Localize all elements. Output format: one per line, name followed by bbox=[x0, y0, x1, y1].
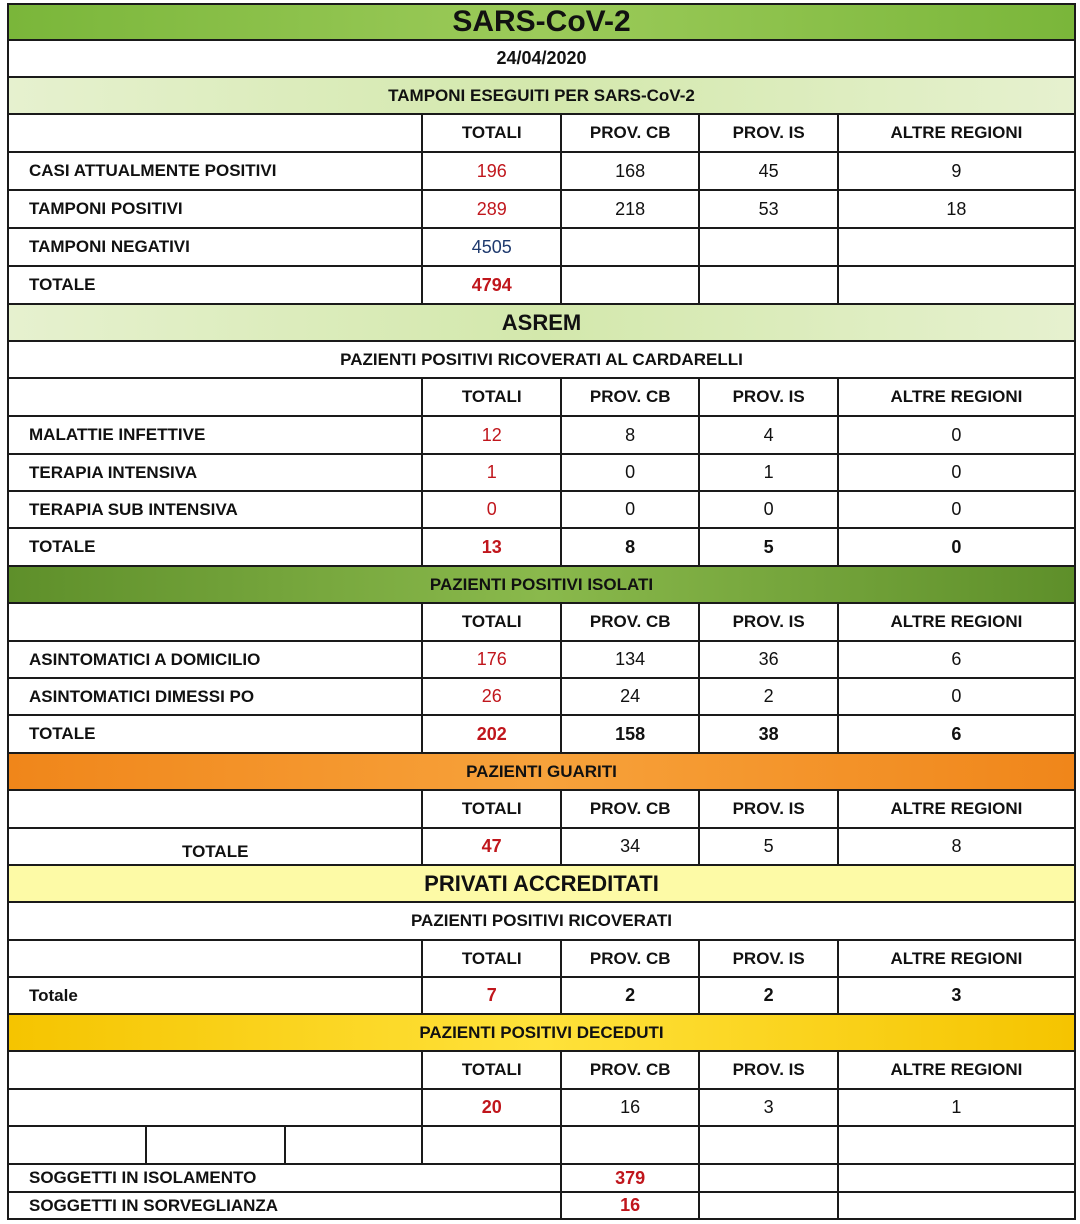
empty-cell bbox=[700, 1165, 838, 1191]
col-header-prov-is: PROV. IS bbox=[700, 941, 838, 976]
value-prov-cb: 24 bbox=[562, 679, 700, 714]
value-soggetti: 16 bbox=[562, 1193, 700, 1218]
col-header-altre-regioni: ALTRE REGIONI bbox=[890, 123, 1023, 142]
row-label: Totale bbox=[9, 978, 423, 1013]
empty-header-cell bbox=[9, 941, 423, 976]
empty-header-cell bbox=[9, 115, 423, 151]
report-date-text: 24/04/2020 bbox=[496, 48, 587, 68]
col-header-altre-regioni: ALTRE REGIONI bbox=[890, 387, 1023, 406]
value-totali: 176 bbox=[423, 642, 561, 677]
empty-cell bbox=[9, 1127, 147, 1163]
empty-header-cell bbox=[9, 791, 423, 827]
col-header-altre-regioni: ALTRE REGIONI bbox=[890, 799, 1023, 818]
value-altre-regioni: 6 bbox=[951, 649, 962, 669]
value-altre-regioni: 9 bbox=[951, 160, 962, 181]
value-totali: 202 bbox=[423, 716, 561, 752]
asrem-column-header-row bbox=[7, 379, 1076, 417]
covid-report-sheet bbox=[7, 3, 1076, 1220]
value-prov-is: 1 bbox=[700, 455, 838, 490]
report-title-text: SARS-CoV-2 bbox=[452, 5, 631, 38]
value-totali: 47 bbox=[423, 829, 561, 864]
col-header-prov-is: PROV. IS bbox=[700, 1052, 838, 1088]
row-label: ASINTOMATICI DIMESSI PO bbox=[9, 679, 423, 714]
row-label: TOTALE bbox=[9, 267, 423, 303]
value-totali: 1 bbox=[423, 455, 561, 490]
col-header-totali: TOTALI bbox=[423, 604, 561, 640]
value-prov-is: 36 bbox=[700, 642, 838, 677]
value-totali: 20 bbox=[423, 1090, 561, 1125]
value-prov-is: 2 bbox=[700, 679, 838, 714]
row-label: TAMPONI NEGATIVI bbox=[9, 229, 423, 265]
col-header-prov-cb: PROV. CB bbox=[562, 115, 700, 151]
col-header-altre-regioni: ALTRE REGIONI bbox=[890, 948, 1023, 968]
col-header-altre-regioni: ALTRE REGIONI bbox=[890, 1060, 1023, 1079]
section-privati-subtitle: PAZIENTI POSITIVI RICOVERATI bbox=[410, 911, 672, 930]
value-prov-cb bbox=[562, 229, 700, 265]
row-label: TOTALE bbox=[9, 716, 423, 752]
row-label: SOGGETTI IN SORVEGLIANZA bbox=[9, 1193, 562, 1218]
col-header-totali: TOTALI bbox=[423, 1052, 561, 1088]
value-totali: 12 bbox=[423, 417, 561, 453]
col-header-totali: TOTALI bbox=[423, 941, 561, 976]
section-deceduti-heading bbox=[7, 1015, 1076, 1052]
value-totali: 4505 bbox=[423, 229, 561, 265]
empty-cell bbox=[839, 1165, 1074, 1191]
table-row bbox=[7, 191, 1076, 229]
empty-cell bbox=[286, 1127, 423, 1163]
row-label: TERAPIA SUB INTENSIVA bbox=[9, 492, 423, 527]
value-altre-regioni bbox=[839, 229, 1074, 265]
empty-cell bbox=[700, 1127, 838, 1163]
table-row-total bbox=[7, 716, 1076, 754]
col-header-prov-cb: PROV. CB bbox=[562, 1052, 700, 1088]
col-header-altre-regioni: ALTRE REGIONI bbox=[890, 612, 1023, 631]
section-deceduti-title: PAZIENTI POSITIVI DECEDUTI bbox=[419, 1022, 664, 1042]
value-prov-is: 4 bbox=[700, 417, 838, 453]
value-totali: 196 bbox=[423, 153, 561, 189]
value-altre-regioni: 6 bbox=[951, 723, 962, 744]
value-totali: 4794 bbox=[423, 267, 561, 303]
value-altre-regioni bbox=[839, 267, 1074, 303]
value-prov-is: 2 bbox=[700, 978, 838, 1013]
report-date bbox=[7, 41, 1076, 78]
value-altre-regioni: 3 bbox=[951, 985, 962, 1005]
col-header-prov-is: PROV. IS bbox=[700, 115, 838, 151]
section-guariti-title: PAZIENTI GUARITI bbox=[466, 761, 617, 781]
section-tamponi-title: TAMPONI ESEGUITI PER SARS-CoV-2 bbox=[388, 85, 695, 105]
col-header-prov-is: PROV. IS bbox=[700, 379, 838, 415]
col-header-prov-cb: PROV. CB bbox=[562, 379, 700, 415]
tamponi-column-header-row bbox=[7, 115, 1076, 153]
row-label: MALATTIE INFETTIVE bbox=[9, 417, 423, 453]
value-altre-regioni: 0 bbox=[951, 462, 962, 482]
table-row bbox=[7, 492, 1076, 529]
section-asrem-subtitle: PAZIENTI POSITIVI RICOVERATI AL CARDARELLI bbox=[340, 349, 743, 369]
value-prov-cb: 8 bbox=[562, 417, 700, 453]
col-header-prov-is: PROV. IS bbox=[700, 604, 838, 640]
guariti-column-header-row bbox=[7, 791, 1076, 829]
section-tamponi-heading bbox=[7, 78, 1076, 115]
value-totali: 0 bbox=[423, 492, 561, 527]
value-prov-cb bbox=[562, 267, 700, 303]
empty-header-cell bbox=[9, 379, 423, 415]
empty-cell bbox=[562, 1127, 700, 1163]
table-row bbox=[7, 229, 1076, 267]
value-prov-cb: 168 bbox=[562, 153, 700, 189]
empty-cell bbox=[147, 1127, 285, 1163]
value-totali: 7 bbox=[423, 978, 561, 1013]
value-altre-regioni: 1 bbox=[951, 1097, 962, 1117]
value-altre-regioni: 0 bbox=[951, 686, 962, 706]
row-label: CASI ATTUALMENTE POSITIVI bbox=[9, 153, 423, 189]
section-isolati-heading bbox=[7, 567, 1076, 604]
value-prov-cb: 16 bbox=[562, 1090, 700, 1125]
value-prov-is: 0 bbox=[700, 492, 838, 527]
table-row-total bbox=[7, 978, 1076, 1015]
value-prov-is bbox=[700, 267, 838, 303]
table-row bbox=[7, 1090, 1076, 1127]
value-altre-regioni: 18 bbox=[946, 198, 967, 219]
value-altre-regioni: 0 bbox=[951, 424, 962, 445]
table-row bbox=[7, 417, 1076, 455]
col-header-prov-cb: PROV. CB bbox=[562, 604, 700, 640]
value-prov-cb: 2 bbox=[562, 978, 700, 1013]
value-totali: 26 bbox=[423, 679, 561, 714]
empty-cell bbox=[423, 1127, 561, 1163]
empty-cell bbox=[839, 1127, 1074, 1163]
soggetti-row bbox=[7, 1165, 1076, 1193]
value-prov-cb: 158 bbox=[562, 716, 700, 752]
value-totali: 289 bbox=[423, 191, 561, 227]
value-prov-cb: 34 bbox=[562, 829, 700, 864]
value-prov-is: 5 bbox=[700, 829, 838, 864]
row-label: TERAPIA INTENSIVA bbox=[9, 455, 423, 490]
value-altre-regioni: 0 bbox=[951, 536, 962, 557]
section-privati-heading bbox=[7, 866, 1076, 903]
isolati-column-header-row bbox=[7, 604, 1076, 642]
empty-header-cell bbox=[9, 604, 423, 640]
table-row bbox=[7, 153, 1076, 191]
empty-header-cell bbox=[9, 1052, 423, 1088]
col-header-totali: TOTALI bbox=[423, 791, 561, 827]
table-row bbox=[7, 642, 1076, 679]
value-prov-is: 3 bbox=[700, 1090, 838, 1125]
soggetti-row bbox=[7, 1193, 1076, 1220]
empty-row bbox=[7, 1127, 1076, 1165]
empty-cell bbox=[839, 1193, 1074, 1218]
col-header-prov-cb: PROV. CB bbox=[562, 941, 700, 976]
report-title bbox=[7, 3, 1076, 41]
section-asrem-title: ASREM bbox=[501, 309, 582, 335]
value-totali: 13 bbox=[423, 529, 561, 565]
col-header-prov-cb: PROV. CB bbox=[562, 791, 700, 827]
row-label: TOTALE bbox=[9, 829, 423, 864]
row-label: TAMPONI POSITIVI bbox=[9, 191, 423, 227]
table-row bbox=[7, 679, 1076, 716]
value-prov-is: 53 bbox=[700, 191, 838, 227]
value-prov-is: 5 bbox=[700, 529, 838, 565]
value-altre-regioni: 8 bbox=[951, 836, 962, 856]
value-prov-cb: 218 bbox=[562, 191, 700, 227]
table-row-total bbox=[7, 829, 1076, 866]
section-asrem-heading bbox=[7, 305, 1076, 342]
table-row-total bbox=[7, 267, 1076, 305]
value-prov-is: 45 bbox=[700, 153, 838, 189]
row-label: ASINTOMATICI A DOMICILIO bbox=[9, 642, 423, 677]
value-prov-cb: 8 bbox=[562, 529, 700, 565]
table-row-total bbox=[7, 529, 1076, 567]
value-altre-regioni: 0 bbox=[951, 499, 962, 519]
value-prov-cb: 134 bbox=[562, 642, 700, 677]
deceduti-column-header-row bbox=[7, 1052, 1076, 1090]
value-prov-is: 38 bbox=[700, 716, 838, 752]
row-label bbox=[9, 1090, 423, 1125]
empty-cell bbox=[700, 1193, 838, 1218]
privati-column-header-row bbox=[7, 941, 1076, 978]
section-asrem-subheading bbox=[7, 342, 1076, 379]
row-label: TOTALE bbox=[9, 529, 423, 565]
value-prov-cb: 0 bbox=[562, 455, 700, 490]
col-header-totali: TOTALI bbox=[423, 379, 561, 415]
table-row bbox=[7, 455, 1076, 492]
value-prov-is bbox=[700, 229, 838, 265]
section-guariti-heading bbox=[7, 754, 1076, 791]
row-label: SOGGETTI IN ISOLAMENTO bbox=[9, 1165, 562, 1191]
col-header-prov-is: PROV. IS bbox=[700, 791, 838, 827]
section-privati-subheading bbox=[7, 903, 1076, 941]
section-privati-title: PRIVATI ACCREDITATI bbox=[424, 870, 659, 896]
value-prov-cb: 0 bbox=[562, 492, 700, 527]
value-soggetti: 379 bbox=[562, 1165, 700, 1191]
section-isolati-title: PAZIENTI POSITIVI ISOLATI bbox=[429, 574, 654, 594]
col-header-totali: TOTALI bbox=[423, 115, 561, 151]
